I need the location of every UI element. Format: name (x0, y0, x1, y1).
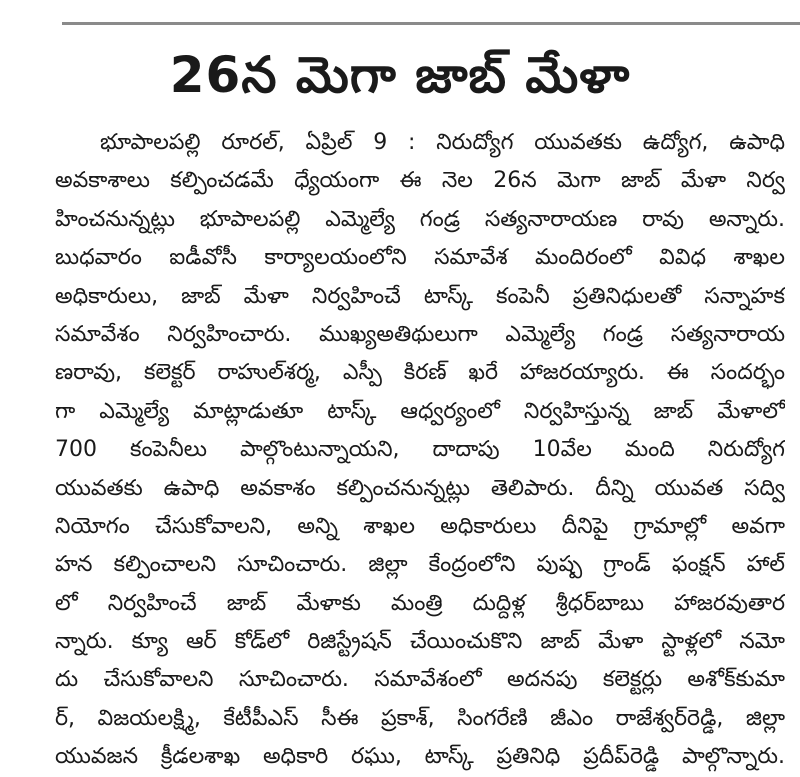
article-line: ణరావు, కలెక్టర్ రాహుల్‌శర్మ, ఎస్పీ కిరణ్ ఖరే హాజరయ్యారు. ఈ సందర్భం (55, 360, 785, 386)
top-divider-rule (62, 22, 800, 25)
article-line: బుధవారం ఐడీవోసీ కార్యాలయంలోని సమావేశ మందిరంలో వివిధ శాఖల (55, 245, 785, 271)
article-line: భూపాలపల్లి రూరల్, ఏప్రిల్ 9 : నిరుద్యోగ యువతకు ఉద్యోగ, ఉపాధి (100, 130, 785, 155)
article-line: హన కల్పించాలని సూచించారు. జిల్లా కేంద్రంలోని పుష్ప గ్రాండ్ ఫంక్షన్ హాల్ (55, 552, 785, 578)
article-line: సమావేశం నిర్వహించారు. ముఖ్యఅతిథులుగా ఎమ్మెల్యే గండ్ర సత్యనారాయ (55, 321, 785, 347)
article-line: దు చేసుకోవాలని సూచించారు. సమావేశంలో అదనపు కలెక్టర్లు అశోక్‌కుమా (55, 667, 785, 693)
article-line: అధికారులు, జాబ్ మేళా నిర్వహించే టాస్క్ కంపెనీ ప్రతినిధులతో సన్నాహక (55, 283, 785, 309)
article-line: 700 కంపెనీలు పాల్గొంటున్నాయని, దాదాపు 10వేల మంది నిరుద్యోగ (55, 437, 785, 463)
article-line: ర్, విజయలక్ష్మి, కేటీపీఎస్ సీఈ ప్రకాశ్, సింగరేణి జీఎం రాజేశ్వర్‌రెడ్డి, జిల్లా (55, 705, 785, 731)
article-line: హించనున్నట్లు భూపాలపల్లి ఎమ్మెల్యే గండ్ర సత్యనారాయణ రావు అన్నారు. (55, 206, 785, 232)
article-line: గా ఎమ్మెల్యే మాట్లాడుతూ టాస్క్ ఆధ్వర్యంలో నిర్వహిస్తున్న జాబ్ మేళాలో (55, 398, 785, 424)
article-line: న్నారు. క్యూ ఆర్ కోడ్‌లో రిజిస్ట్రేషన్ చేయించుకొని జాబ్ మేళా స్టాళ్లలో నమో (55, 629, 785, 655)
headline: 26న మెగా జాబ్ మేళా (169, 46, 631, 104)
article-body (55, 124, 785, 770)
article-line: యువతకు ఉపాధి అవకాశం కల్పించనున్నట్లు తెలిపారు. దీన్ని యువత సద్వి (55, 475, 785, 501)
article-line: లో నిర్వహించే జాబ్ మేళాకు మంత్రి దుద్దిళ్ల శ్రీధర్‌బాబు హాజరవుతార (55, 590, 785, 616)
article-line: అవకాశాలు కల్పించడమే ధ్యేయంగా ఈ నెల 26న మెగా జాబ్ మేళా నిర్వ (55, 168, 785, 194)
article-line: నియోగం చేసుకోవాలని, అన్ని శాఖల అధికారులు దీనిపై గ్రామాల్లో అవగా (55, 513, 785, 539)
article-line: యువజన క్రీడలశాఖ అధికారి రఘు, టాస్క్ ప్రతినిధి ప్రదీప్‌రెడ్డి పాల్గొన్నారు. (55, 744, 785, 770)
